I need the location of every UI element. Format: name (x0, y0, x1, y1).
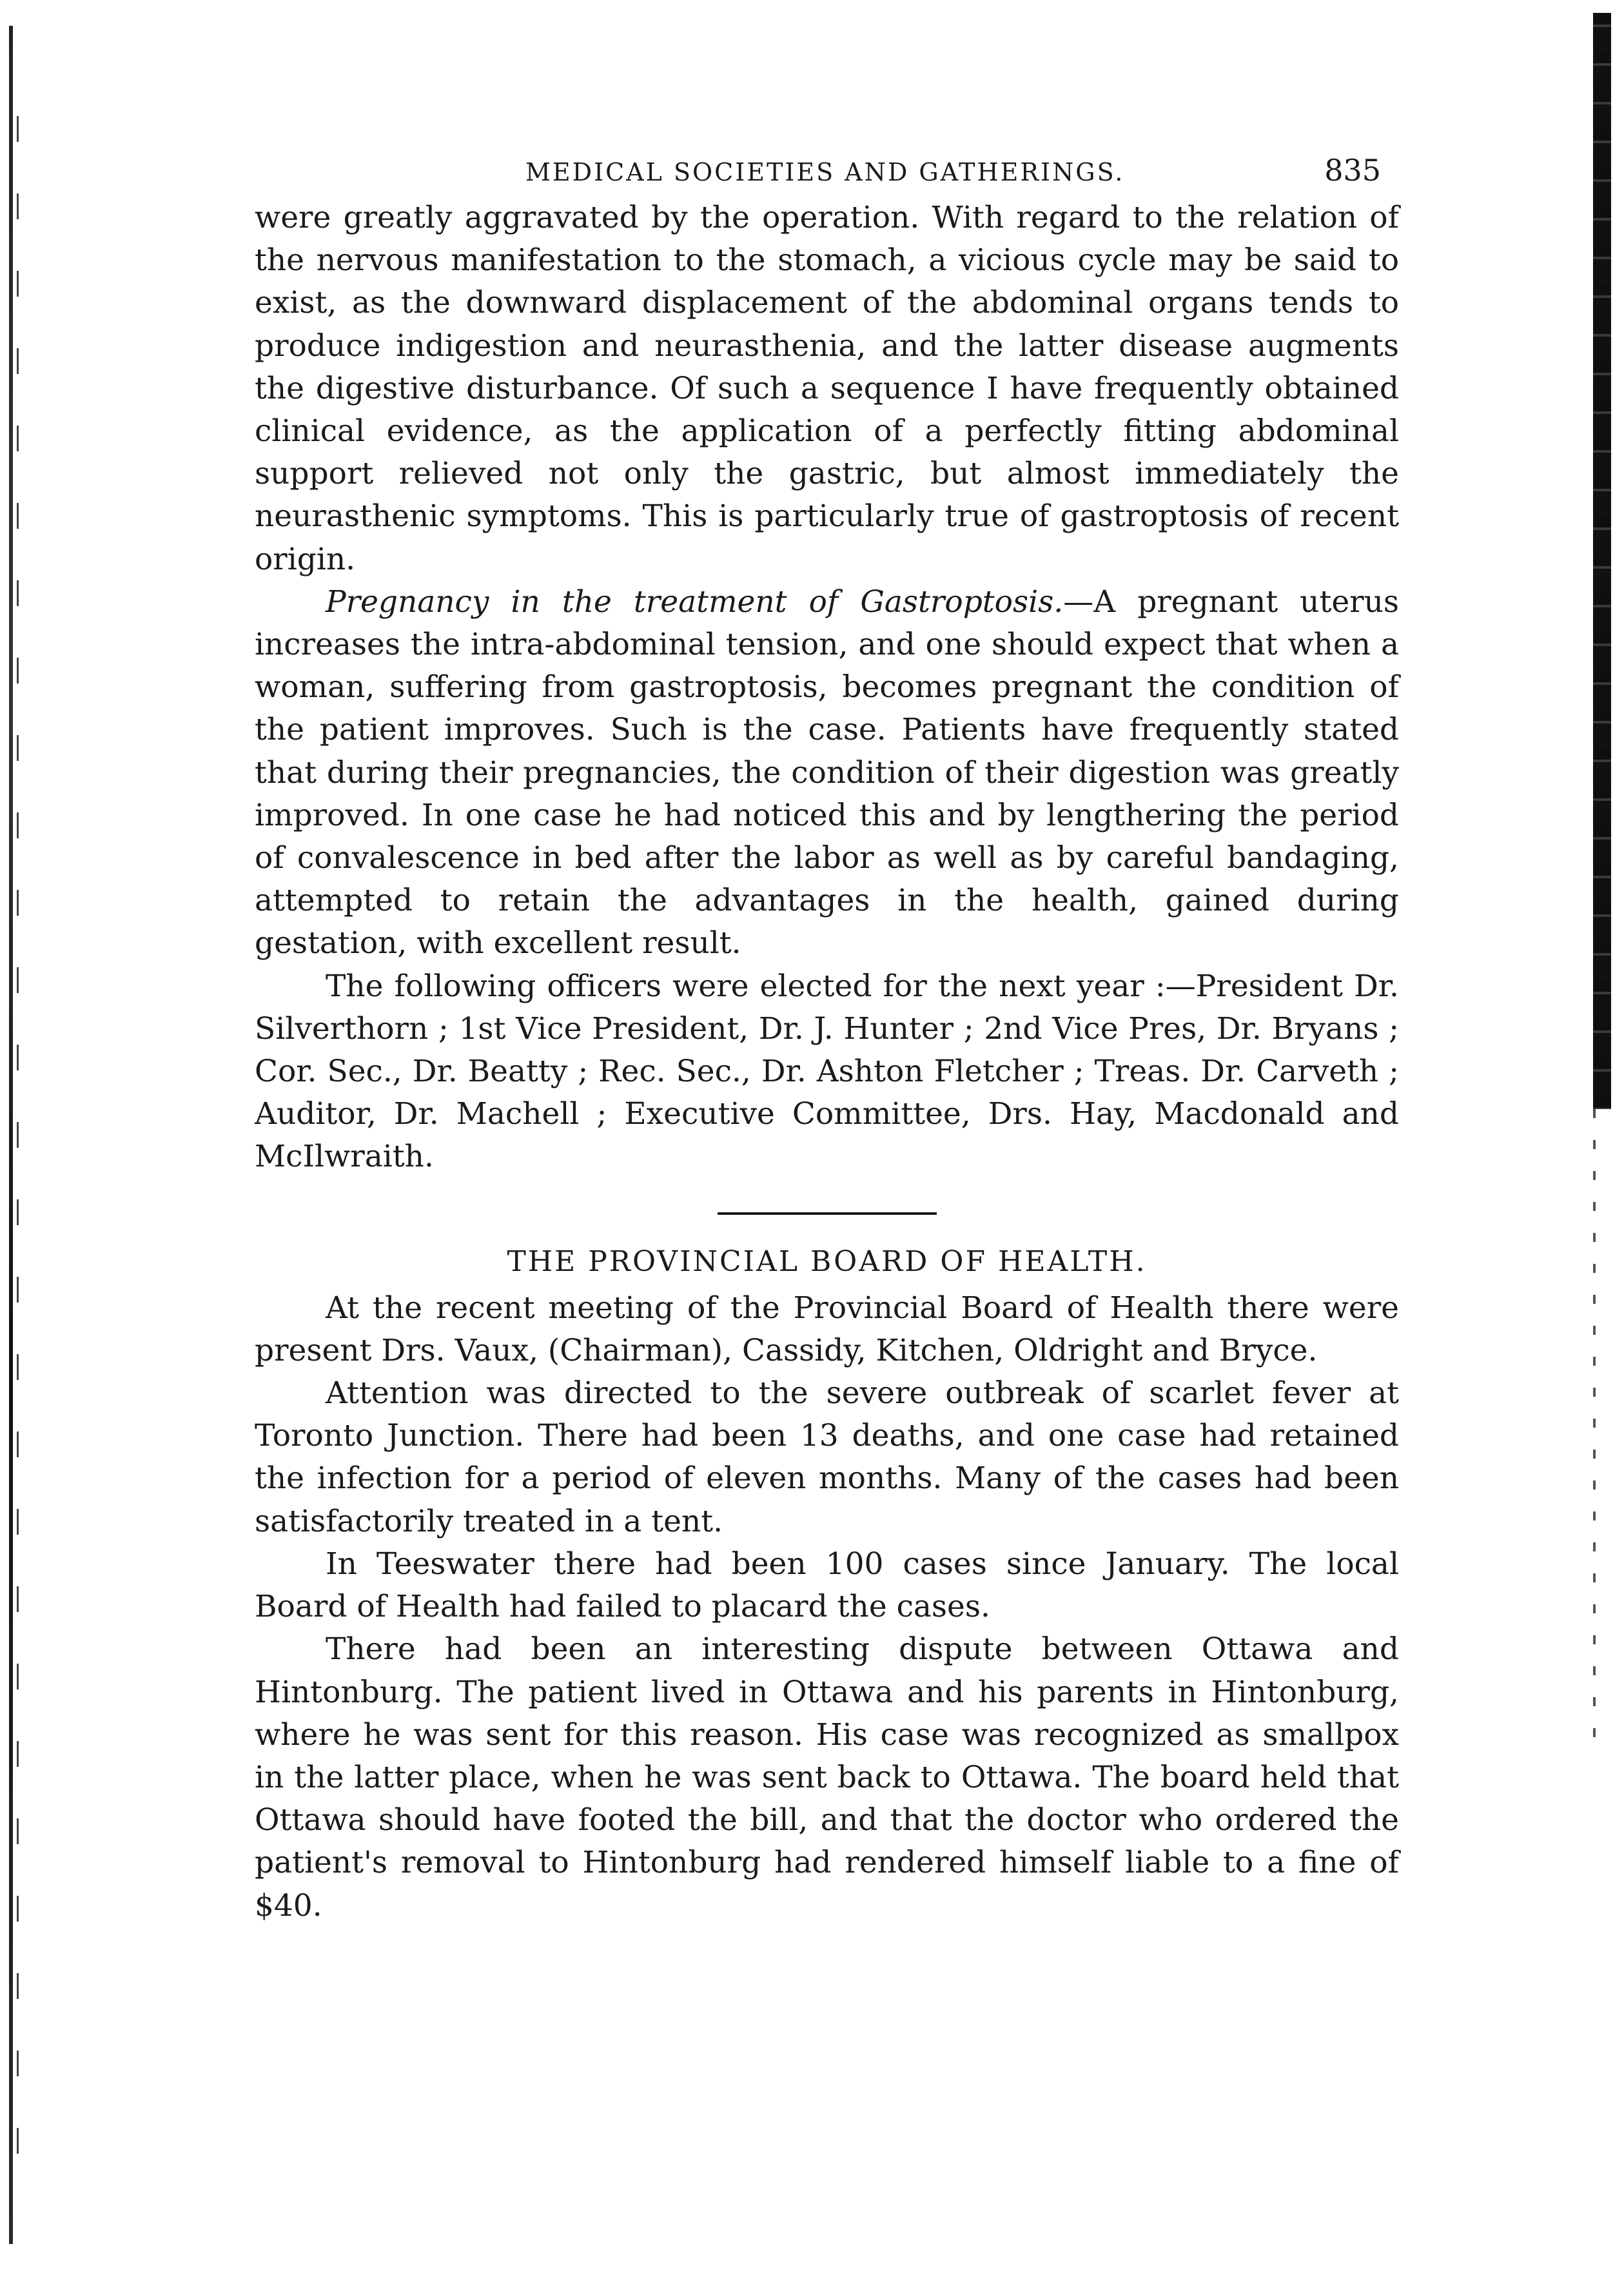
bh-paragraph-4: There had been an interesting dispute between Ottawa and Hintonburg. The patient lived in Ottawa and his parents in Hintonburg, where he was sent for this reason. His case was recognized as smallpox in the latter place, when he was sent back to Ottawa. The board held that Ottawa should have footed the bill, and that the doctor who ordered the patient's removal to Hintonburg had rendered himself liable to a fine of $40. (255, 1631, 1399, 1924)
paragraph-1: were greatly aggravated by the operation. With regard to the relation of the nervous manifestation to the stomach, a vicious cycle may be said to exist, as the downward displacement of the abdominal organs tends to produce indigestion and neurasthenia, and the latter disease augments the digestive disturbance. Of such a sequence I have frequently obtained clinical evidence, as the application of a perfectly fitting abdominal support relieved not only the gastric, but almost immediately the neurasthenic symptoms. This is particularly true of gastroptosis of recent origin. (255, 200, 1399, 577)
bh-paragraph-3: In Teeswater there had been 100 cases since January. The local Board of Health had failed to placard the cases. (255, 1546, 1399, 1625)
scan-left-edge (9, 26, 13, 2244)
bh-paragraph-2: Attention was directed to the severe outbreak of scarlet fever at Toronto Junction. There had been 13 deaths, and one case had retained the infection for a period of eleven months. Many of the cases had been satisfactorily treated in a tent. (255, 1375, 1399, 1539)
page-number: 835 (1324, 153, 1381, 188)
section-divider (718, 1212, 937, 1215)
page (255, 145, 1399, 1927)
section-title: THE PROVINCIAL BOARD OF HEALTH. (507, 1245, 1147, 1278)
paragraph-2-body: —A pregnant uterus increases the intra-abdominal tension, and one should expect that when a woman, suffering from gastroptosis, becomes pregnant the condition of the patient improves. Such is the case. Patients have frequently stated that during their pregnancies, the condition of their digestion was greatly improved. In one case he had noticed this and by lengthering the period of convalescence in bed after the labor as well as by careful bandaging, attempted to retain the advantages in the health, gained during gestation, with excellent result. (255, 584, 1399, 961)
paragraph-3: The following officers were elected for the next year :—President Dr. Silverthorn ; 1st Vice President, Dr. J. Hunter ; 2nd Vice Pres, Dr. Bryans ; Cor. Sec., Dr. Beatty ; Rec. Sec., Dr. Ashton Fletcher ; Treas. Dr. Carveth ; Auditor, Dr. Machell ; Executive Committee, Drs. Hay, Macdonald and McIlwraith. (255, 968, 1399, 1175)
scan-left-edge-fray (17, 116, 19, 2180)
running-head (255, 145, 1399, 197)
paragraph-2 (255, 581, 1399, 965)
board-of-health-article (255, 1287, 1399, 1927)
scan-right-edge-thin (1593, 1109, 1596, 1754)
article-continuation (255, 197, 1399, 1179)
running-title: MEDICAL SOCIETIES AND GATHERINGS. (525, 158, 1125, 186)
paragraph-2-heading: Pregnancy in the treatment of Gastroptosis. (326, 584, 1064, 620)
bh-paragraph-1: At the recent meeting of the Provincial Board of Health there were present Drs. Vaux, (Chairman), Cassidy, Kitchen, Oldright and Bryce. (255, 1290, 1399, 1368)
scan-right-edge (1593, 13, 1611, 1109)
